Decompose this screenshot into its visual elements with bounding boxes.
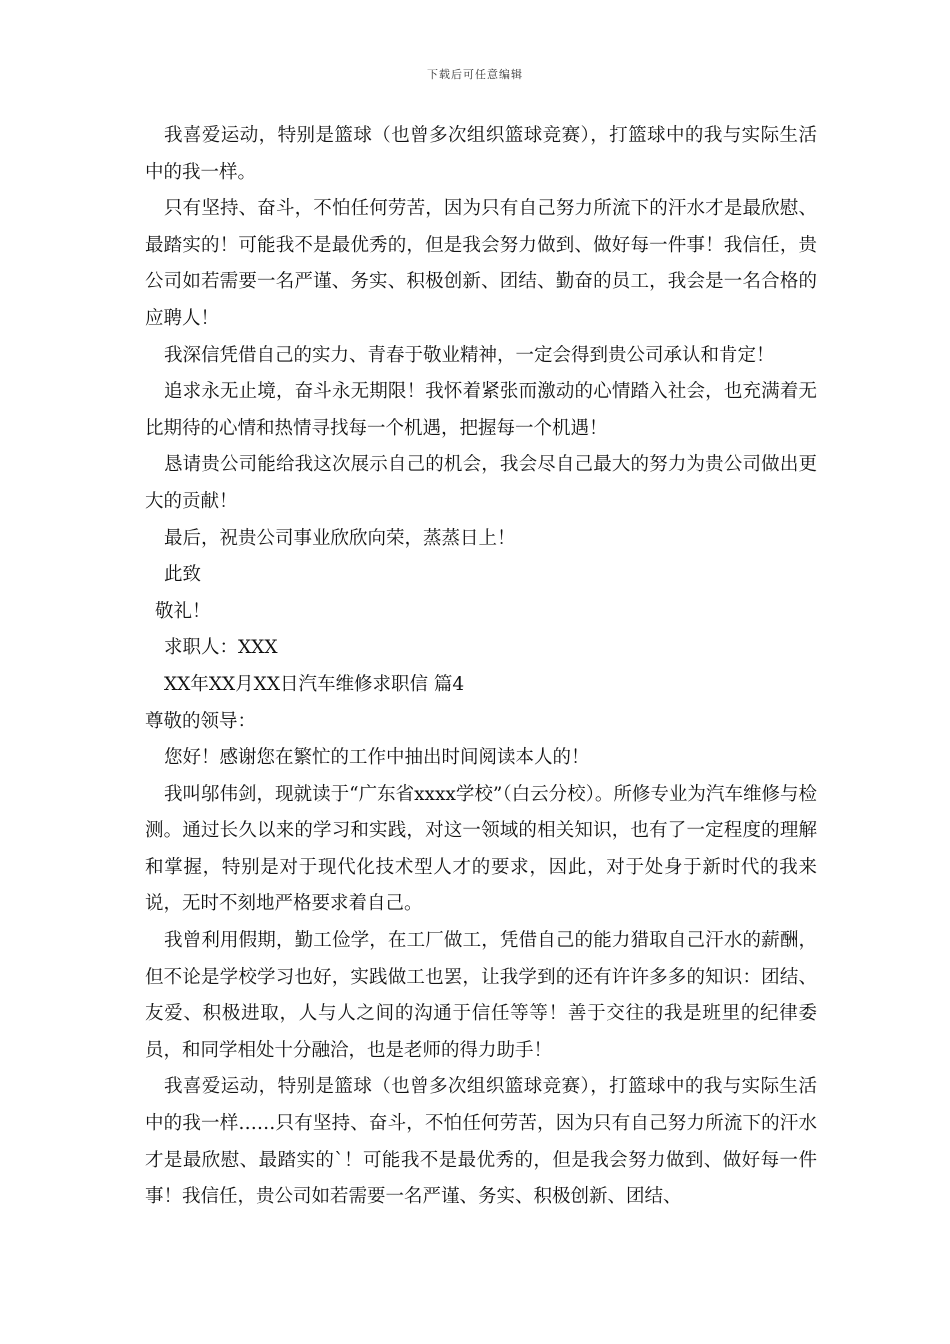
paragraph: 追求永无止境，奋斗永无期限！我怀着紧张而激动的心情踏入社会，也充满着无比期待的心情和热情寻找每一个机遇，把握每一个机遇！ (145, 381, 817, 439)
paragraph: 我曾利用假期，勤工俭学，在工厂做工，凭借自己的能力猎取自己汗水的薪酬，但不论是学校学习也好，实践做工也罢，让我学到的还有许许多多的知识：团结、友爱、积极进取，人与人之间的沟通于信任等等！善于交往的我是班里的纪律委员，和同学相处十分融洽，也是老师的得力助手！ (145, 930, 817, 1061)
paragraph: 您好！感谢您在繁忙的工作中抽出时间阅读本人的！ (164, 747, 590, 769)
paragraph: 只有坚持、奋斗，不怕任何劳苦，因为只有自己努力所流下的汗水才是最欣慰、最踏实的！可能我不是最优秀的，但是我会努力做到、做好每一件事！我信任，贵公司如若需要一名严谨、务实、积极创新、团结、勤奋的员工，我会是一名合格的应聘人！ (145, 198, 817, 329)
paragraph: 我深信凭借自己的实力、青春于敬业精神，一定会得到贵公司承认和肯定！ (164, 344, 775, 366)
document-body (145, 118, 817, 1216)
header-note: 下载后可任意编辑 (427, 68, 523, 81)
paragraph: 恳请贵公司能给我这次展示自己的机会，我会尽自己最大的努力为贵公司做出更大的贡献！ (145, 454, 817, 512)
signature-line: 求职人：XXX (164, 637, 278, 659)
greeting: 尊敬的领导： (145, 710, 257, 732)
closing-salutation: 此致 (164, 564, 202, 586)
paragraph: 我喜爱运动，特别是篮球（也曾多次组织篮球竞赛），打篮球中的我与实际生活中的我一样……只有坚持、奋斗，不怕任何劳苦，因为只有自己努力所流下的汗水才是最欣慰、最踏实的`！可能我不是最优秀的，但是我会努力做到、做好每一件事！我信任，贵公司如若需要一名严谨、务实、积极创新、团结、 (145, 1076, 817, 1208)
paragraph: 我叫邬伟剑，现就读于“广东省xxxx学校”（白云分校）。所修专业为汽车维修与检测。通过长久以来的学习和实践，对这一领域的相关知识，也有了一定程度的理解和掌握，特别是对于现代化技术型人才的要求，因此，对于处身于新时代的我来说，无时不刻地严格要求着自己。 (145, 783, 817, 915)
section-heading: XX年XX月XX日汽车维修求职信 篇4 (164, 673, 465, 695)
paragraph: 最后，祝贵公司事业欣欣向荣，蒸蒸日上！ (164, 527, 516, 549)
paragraph: 我喜爱运动，特别是篮球（也曾多次组织篮球竞赛），打篮球中的我与实际生活中的我一样。 (145, 125, 817, 183)
closing-regards: 敬礼！ (155, 600, 211, 622)
